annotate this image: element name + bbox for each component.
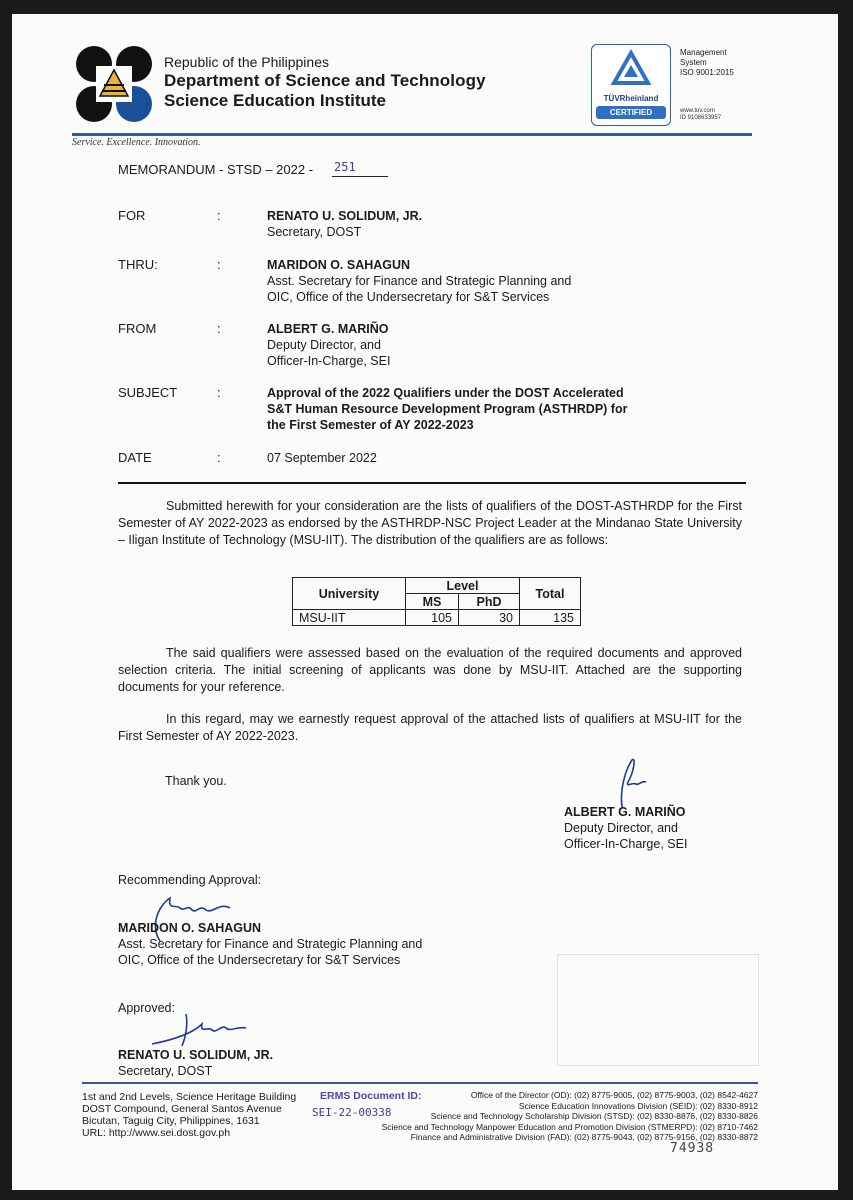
date-colon: : — [217, 450, 221, 465]
memo-page — [12, 14, 838, 1190]
subject-value: Approval of the 2022 Qualifiers under the DOST Accelerated S&T Human Resource Development Program (ASTHRDP) for the First Semester of AY 2022-2023 — [267, 386, 628, 432]
approved-signatory: RENATO U. SOLIDUM, JR. Secretary, DOST — [118, 1048, 274, 1078]
col-total: Total — [520, 578, 581, 610]
cell-phd: 30 — [459, 610, 520, 626]
thru-colon: : — [217, 257, 221, 272]
thru-label: THRU: — [118, 257, 158, 272]
tuv-url: www.tuv.com ID 9108633957 — [680, 108, 722, 121]
stamp-number: 74938 — [670, 1141, 715, 1156]
subject-colon: : — [217, 385, 221, 400]
cell-ms: 105 — [406, 610, 459, 626]
cell-total: 135 — [520, 610, 581, 626]
memo-prefix: MEMORANDUM - STSD – 2022 - — [118, 162, 314, 177]
cert-name: TÜVRheinland — [603, 94, 659, 103]
paragraph-1: Submitted herewith for your consideration are the lists of qualifiers of the DOST-ASTHRDP for the First Semester of AY 2022-2023 as endorsed by the ASTHRDP-NSC Project Leader at the Mindanao State University – Iligan Institute of Technology (MSU-IIT). The distribution of the qualifiers are as follows: — [118, 499, 742, 547]
col-university: University — [293, 578, 406, 610]
signature-marino-icon — [602, 752, 662, 812]
cell-university: MSU-IIT — [293, 610, 406, 626]
paragraph-3: In this regard, may we earnestly request approval of the attached lists of qualifiers at MSU-IIT for the First Semester of AY 2022-2023. — [118, 712, 742, 743]
faint-received-stamp — [557, 954, 759, 1066]
header-rule — [72, 133, 752, 136]
recommending-label: Recommending Approval: — [118, 873, 262, 887]
header-divider — [118, 482, 746, 484]
col-ms: MS — [406, 594, 459, 610]
col-level: Level — [406, 578, 520, 594]
tagline: Service. Excellence. Innovation. — [72, 137, 201, 148]
footer-rule — [82, 1082, 758, 1084]
from-colon: : — [217, 321, 221, 336]
footer-address: 1st and 2nd Levels, Science Heritage Building DOST Compound, General Santos Avenue Bicutan, Taguig City, Philippines, 1631 URL: http://www.sei.dost.gov.ph — [82, 1091, 297, 1139]
dost-logo-icon — [74, 44, 154, 124]
date-value: 07 September 2022 — [267, 451, 377, 465]
table-row — [293, 610, 581, 626]
for-colon: : — [217, 208, 221, 223]
header-institute: Science Education Institute — [164, 91, 386, 110]
paragraph-2: The said qualifiers were assessed based on the evaluation of the required documents and approved selection criteria. The initial screening of applicants was done by MSU-IIT. Attached are the supporting documents for your reference. — [118, 646, 742, 694]
from-value: ALBERT G. MARIÑO Deputy Director, and Officer-In-Charge, SEI — [267, 322, 391, 368]
recommending-signatory: MARIDON O. SAHAGUN Asst. Secretary for Finance and Strategic Planning and OIC, Office of the Undersecretary for S&T Services — [118, 921, 423, 967]
for-value: RENATO U. SOLIDUM, JR. Secretary, DOST — [267, 209, 423, 239]
header-republic: Republic of the Philippines — [164, 54, 329, 70]
cert-badge: CERTIFIED — [596, 106, 666, 119]
from-label: FROM — [118, 321, 157, 336]
thank-you: Thank you. — [165, 774, 227, 788]
erms-id: SEI-22-00338 — [312, 1106, 392, 1119]
management-system: Management System ISO 9001:2015 — [680, 48, 734, 77]
tuv-triangle-icon — [592, 45, 670, 91]
thru-value: MARIDON O. SAHAGUN Asst. Secretary for Finance and Strategic Planning and OIC, Office of the Undersecretary for S&T Services — [267, 258, 572, 304]
erms-label: ERMS Document ID: — [320, 1090, 422, 1102]
approved-label: Approved: — [118, 1001, 175, 1015]
main-signatory: ALBERT G. MARIÑO Deputy Director, and Officer-In-Charge, SEI — [564, 805, 688, 851]
date-label: DATE — [118, 450, 152, 465]
memo-number: 251 — [334, 160, 356, 174]
header-department: Department of Science and Technology — [164, 71, 486, 90]
for-label: FOR — [118, 208, 146, 223]
qualifier-table — [292, 577, 581, 626]
footer-contacts: Office of the Director (OD): (02) 8775-9005, (02) 8775-9003, (02) 8542-4627 Science Education Innovations Division (SEID): (02) 8330-8912 Science and Technology Scholarship Division (STSD): (02) 8330-8876, (02) 8330-8826 Science and Technology Manpower Education and Promotion Division (STMERPD): (02) 8710-7462 Finance and Administrative Division (FAD): (02) 8775-9043, (02) 8775-9156, (02) 8330-8872 — [381, 1090, 758, 1143]
memo-number-line — [332, 176, 388, 177]
subject-label: SUBJECT — [118, 385, 178, 400]
col-phd: PhD — [459, 594, 520, 610]
